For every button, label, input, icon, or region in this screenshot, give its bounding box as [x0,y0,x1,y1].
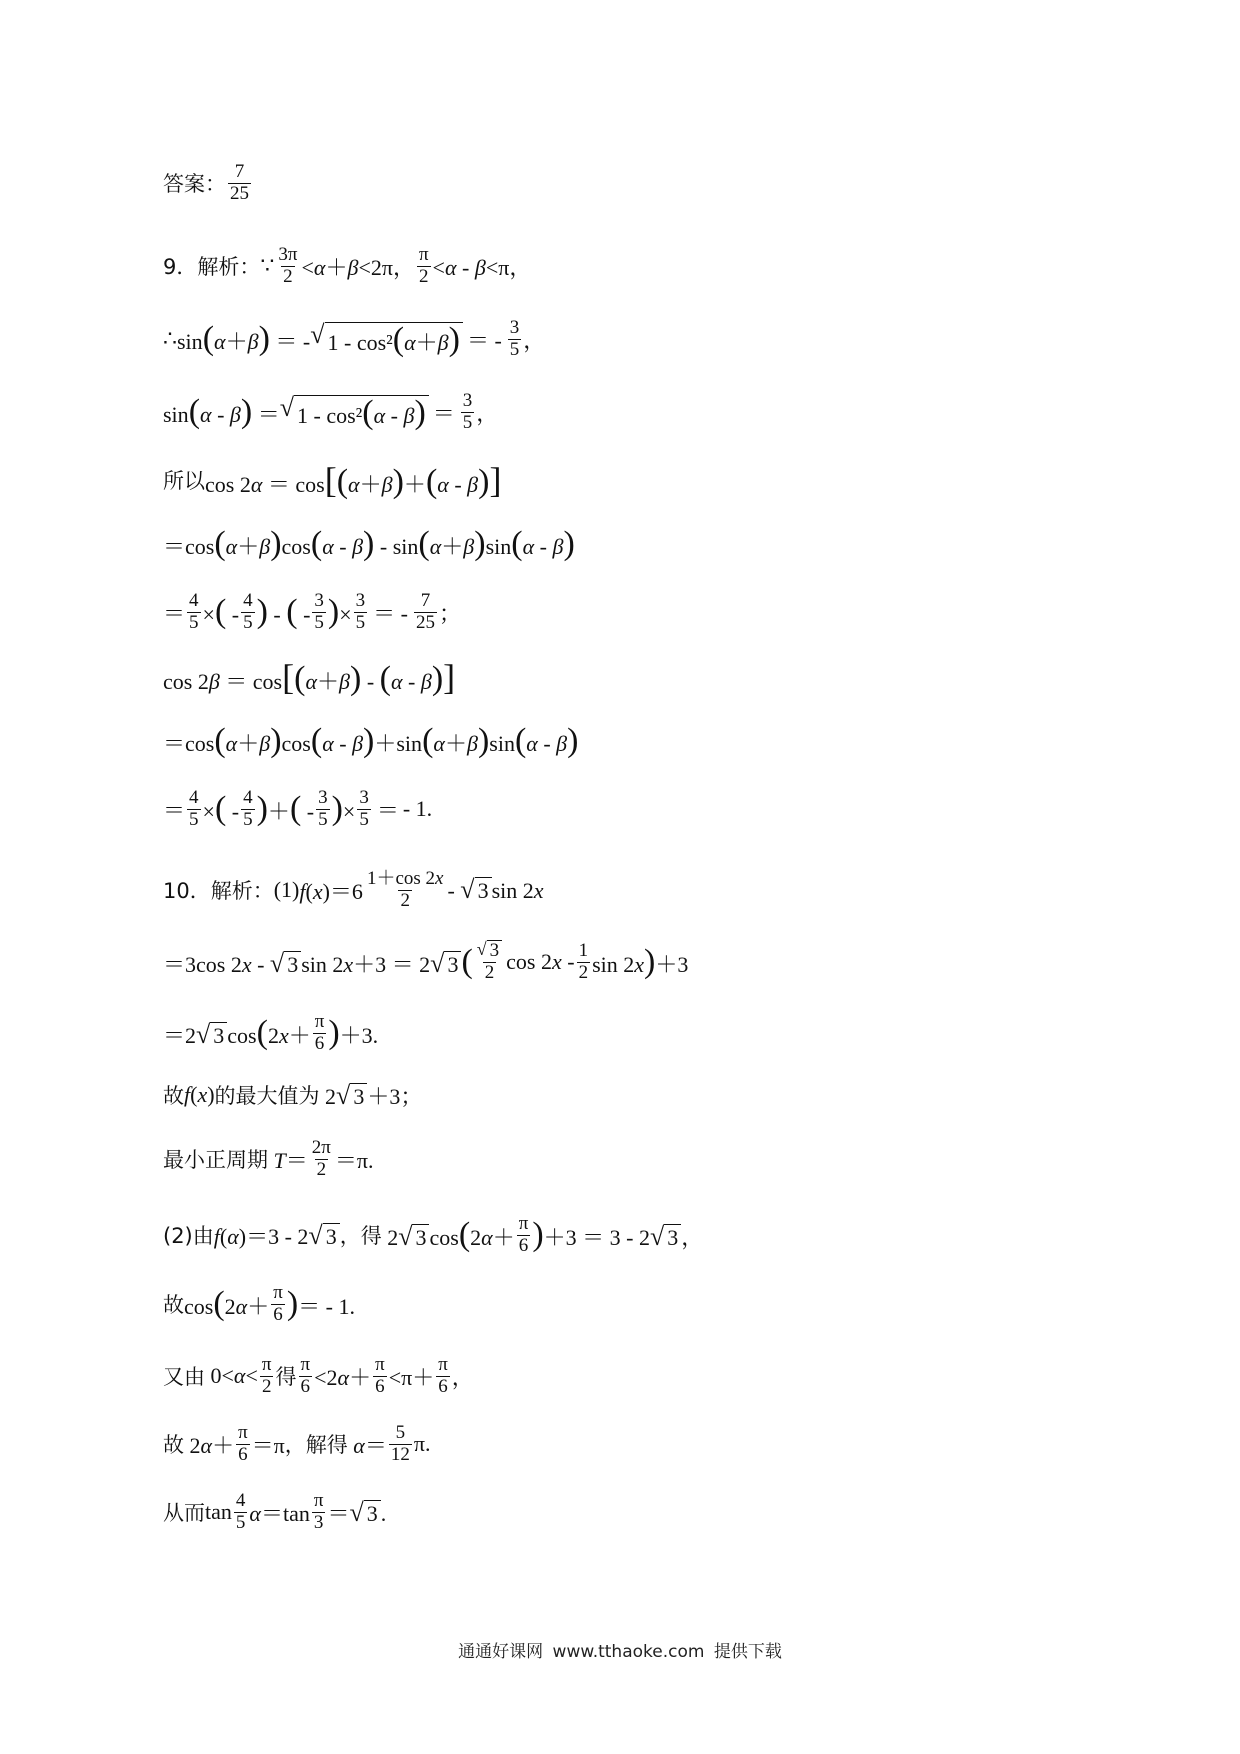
math-text: cos 2β ＝ cos[(α＋β) - (α - β)] [163,656,456,697]
p10-line-2 [163,936,688,988]
fraction: $\frac{\pi}{2}$ [261,1353,272,1397]
p9-line-2 [163,313,545,365]
fraction: √ 3 2 [475,940,504,984]
fraction: $\frac{\pi}{6}$ [273,1281,283,1325]
math-text: <α＋β<2π， [301,254,415,280]
p9-line-1 [163,240,531,292]
text: 的最大值为 [214,1084,320,1108]
fraction: $\frac{\pi}{3}$ [313,1489,324,1533]
fraction: $\frac{1}{2}$ [578,939,589,983]
math-text: 0<α< [205,1363,258,1388]
math-text: ＝ √ 3 . [327,1497,387,1527]
answer-fraction: $\frac{7}{25}$ [230,160,249,204]
answer-line [163,157,253,209]
math-text: ＝ [376,797,399,823]
fraction: $\frac{\pi}{6}$ [314,1010,325,1054]
part-label: (1) [273,877,300,902]
fraction: $\frac{\pi}{6}$ [438,1353,448,1397]
math-text: cos 2α ＝ cos[(α＋β)＋(α - β)] [205,459,502,500]
fraction: $\frac{3}{5}$ [355,589,366,633]
math-text: ； [438,600,461,626]
math-text: sin(α＋β) ＝ - [177,320,311,357]
text: ，得 [339,1224,382,1248]
fraction: $\frac{3}{5}$ [359,786,369,830]
fraction: $\frac{\pi}{2}$ [418,243,429,287]
fraction: $\frac{4}{5}$ [235,1489,246,1533]
math-text: ＝cos(α＋β)cos(α - β)＋sin(α＋β)sin(α - β) [163,722,579,759]
fraction: $\frac{3\pi}{2}$ [278,243,298,287]
fraction: $\frac{7}{25}$ [415,589,435,633]
math-text: α＝ [353,1432,387,1458]
p10-line-1 [163,864,544,916]
p10-line-4 [163,1069,422,1121]
footer-site: 通通好课网 [458,1642,544,1662]
math-text: ＝cos(α＋β)cos(α - β) - sin(α＋β)sin(α - β) [163,525,575,562]
text: 又由 [163,1365,205,1389]
math-text: sin 2x)＋3 [592,943,689,980]
math-text: π. [413,1431,431,1456]
math-text: ×( - [202,593,240,630]
math-text: cos 2x - [506,949,575,974]
answer-label: 答案： [163,172,226,196]
p9-line-6 [163,586,461,638]
fraction: $\frac{4}{5}$ [243,786,253,830]
p10-line-6 [163,1209,703,1261]
footer-note: 提供下载 [713,1642,782,1662]
math-text: ×( - [202,790,240,827]
math-text: )× [327,593,352,630]
math-text: )＋3. [328,1014,379,1051]
math-text: ＝ [432,400,455,426]
math-text: ， [523,327,546,353]
fraction: $\frac{5}{12}$ [390,1421,410,1465]
p9-line-9 [163,783,432,835]
fraction: $\frac{3}{5}$ [314,589,324,633]
fraction: $\frac{3}{5}$ [318,786,328,830]
math-text: f(α)＝3 - 2 √ 3 [214,1220,340,1251]
fraction: $\frac{3}{5}$ [509,316,520,360]
fraction: $\frac{3}{5}$ [462,389,473,433]
math-text: 2α＋ [184,1432,235,1458]
p10-line-3 [163,1007,378,1059]
fraction: $\frac{\pi}{6}$ [375,1353,385,1397]
fraction: $\frac{1+\cos 2x}{2}$ [366,867,444,911]
math-text: 2 √ 3 ＋3； [319,1080,423,1110]
p10-label: 10．解析： [163,879,274,903]
math-text: <2α＋ [314,1364,372,1390]
so-text: 所以 [163,469,205,493]
fraction: $\frac{\pi}{6}$ [300,1353,311,1397]
math-text: <π＋ [388,1364,435,1390]
fraction: $\frac{\pi}{6}$ [238,1421,248,1465]
p10-line-7 [163,1278,355,1330]
math-text: 2 √ 3 cos(2α＋ [381,1216,515,1253]
math-text: )＝ - 1. [286,1285,355,1322]
math-text: f(x)＝6 [299,878,363,904]
math-text: sin(α - β) ＝ [163,393,280,430]
p10-line-5 [163,1133,373,1185]
text: 从而 [163,1501,205,1525]
math-text: )× [331,790,356,827]
math-text: ＝3cos 2x - √ 3 sin 2x＋3 ＝ 2 √ 3 ( [163,943,473,980]
math-text: ) - ( - [256,593,311,630]
result-value: - 1. [402,796,433,821]
p9-label: 9．解析： [163,255,261,279]
sqrt: √ 1 - cos²(α＋β) [310,322,463,357]
math-text: ＝π [251,1432,285,1458]
text: 最小正周期 [163,1148,268,1172]
p9-line-7 [163,651,455,703]
math-text: ＝2 √ 3 cos(2x＋ [163,1014,311,1051]
p10-line-9 [163,1418,430,1470]
math-text: ＝π. [334,1147,374,1173]
math-text: ＝ - [373,600,408,626]
fraction: $\frac{4}{5}$ [189,589,199,633]
p9-line-4 [163,454,501,506]
text: 故 [163,1084,184,1108]
math-text: ， [451,1364,474,1390]
fraction: $\frac{4}{5}$ [243,589,253,633]
p9-line-3 [163,386,498,438]
math-text: )＋( - [256,790,315,827]
math-text: - √ 3 sin 2x [447,874,544,904]
text: 得 [275,1365,297,1389]
fraction: $\frac{\pi}{6}$ [518,1212,529,1256]
math-text: α＝tan [249,1500,310,1526]
math-text: tan [205,1499,232,1524]
math-text: <α - β<π， [432,254,532,280]
fraction: $\frac{4}{5}$ [189,786,199,830]
footer-url: www.tthaoke.com [552,1642,705,1662]
p10-line-8 [163,1350,474,1402]
p9-line-8 [163,715,578,767]
text: ，解得 [284,1433,348,1457]
math-text: ＝ [163,600,186,626]
math-text: T＝ [273,1147,308,1173]
fraction: $\frac{2\pi}{2}$ [311,1136,331,1180]
math-text: )＋3 ＝ 3 - 2 √ 3 ， [532,1216,704,1253]
text: (2)由 [163,1224,214,1248]
math-text: cos(2α＋ [184,1285,270,1322]
text: 故 [163,1433,184,1457]
p9-line-5 [163,518,575,570]
math-text: ， [476,400,499,426]
p10-line-10 [163,1486,386,1538]
text: 故 [163,1293,184,1317]
therefore-symbol: ∴ [163,326,177,351]
math-text: f(x) [184,1082,215,1107]
math-text: ＝ [163,797,186,823]
page-footer [0,1637,1240,1662]
because-symbol: ∵ [260,253,275,278]
sqrt: √ 1 - cos²(α - β) [280,395,429,430]
math-text: ＝ - [466,327,502,353]
